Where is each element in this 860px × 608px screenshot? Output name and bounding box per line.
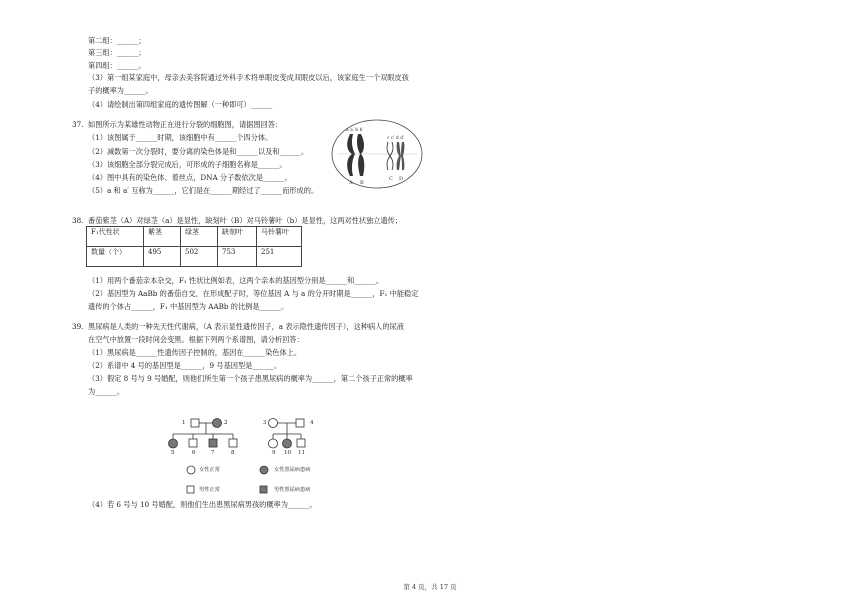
q38-sub2-continuation: 遗传的个体占______，F₁ 中基因型为 AABb 的比例是______。: [88, 302, 289, 311]
q39-sub2: （2）系谱中 4 号的基因型是______，9 号基因型是______。: [88, 361, 282, 370]
q3-continuation: 子的概率为______。: [88, 86, 153, 95]
table-cell: 495: [144, 247, 181, 267]
pedigree-number: 7: [211, 450, 215, 456]
pedigree-3-normal-female: [269, 419, 278, 428]
q39-sub3: （3）假定 8 号与 9 号婚配，则他们所生第一个孩子患黑尿病的概率为______，第二个孩子正常的概率: [88, 374, 413, 383]
table-cell: 251: [257, 247, 302, 267]
cell-label-A: A: [349, 180, 353, 186]
q37-stem: 如图所示为某雄性动物正在进行分裂的细胞图，请据图回答：: [88, 120, 283, 129]
legend-affected-male-icon: [260, 486, 267, 493]
table-cell: 502: [181, 247, 218, 267]
q38-sub2: （2）基因型为 AaBb 的番茄自交，在形成配子时，等位基因 A 与 a 的分开时期是______，F₁ 中能稳定: [88, 289, 419, 298]
legend-affected-female: 女性黑尿病患病: [274, 467, 311, 473]
legend-affected-female-icon: [260, 466, 268, 474]
trait-table: [86, 226, 302, 267]
pedigree-number: 8: [231, 450, 235, 456]
table-cell: 数量（个）: [87, 247, 144, 267]
cell-label-top-right: c c′ d d′: [387, 136, 405, 141]
pedigree-number: 6: [192, 450, 196, 456]
pedigree-8-normal-male: [229, 439, 237, 447]
legend-normal-female-icon: [187, 466, 195, 474]
table-header-cell: F₁代性状: [87, 227, 144, 247]
pedigree-5-affected-female: [169, 439, 178, 448]
table-cell: 753: [218, 247, 257, 267]
table-header-cell: 紫茎: [144, 227, 181, 247]
q39-sub3-continuation: 为______。: [88, 387, 124, 396]
cell-label-D: D: [399, 176, 404, 182]
table-header-cell: 绿茎: [181, 227, 218, 247]
q39-sub4: （4）若 6 号与 10 号婚配，则他们生出患黑尿病男孩的概率为______。: [88, 500, 317, 509]
legend-normal-female: 女性正常: [199, 467, 220, 473]
pedigree-number: 4: [310, 420, 314, 426]
group4-line: 第四组：______。: [88, 61, 146, 70]
pedigree-11-normal-male: [297, 439, 305, 447]
legend-normal-male-icon: [187, 486, 194, 493]
q37-sub2: （2）减数第一次分裂时，要分离的染色体是和______以及和______。: [88, 147, 309, 156]
q38-stem: 番茄紫茎（A）对绿茎（a）是显性，缺刻叶（B）对马铃薯叶（b）是显性，这两对性状独立遗传；: [88, 216, 403, 225]
pedigree-number: 5: [171, 450, 175, 456]
table-header-row: [87, 227, 302, 247]
pedigree-10-affected-female: [283, 439, 292, 448]
pedigree-number: 1: [182, 420, 186, 426]
pedigree-2-affected-female: [213, 419, 222, 428]
pedigree-4-normal-male: [296, 419, 304, 427]
pedigree-7-affected-male: [209, 439, 217, 447]
q37-sub5: （5）a 和 a′ 互称为______，它们是在______期经过了______而形成的。: [88, 186, 319, 195]
page-footer: 第 4 页，共 17 页: [403, 583, 457, 591]
legend-normal-male: 男性正常: [199, 487, 220, 493]
pedigree-number: 10: [284, 450, 292, 456]
table-header-cell: 马铃薯叶: [257, 227, 302, 247]
q38-number: 38.: [72, 216, 84, 225]
q39-stem-continuation: 在空气中放置一段时间会变黑。根据下列两个系谱图，请分析回答：: [88, 335, 304, 344]
pedigree-number: 9: [272, 450, 276, 456]
q37-sub4: （4）图中具有的染色体、着丝点，DNA 分子数依次是______。: [88, 173, 292, 182]
pedigree-number: 11: [298, 450, 306, 456]
q39-stem: 黑尿病是人类的一种先天性代谢病，（A 表示显性遗传因子，a 表示隐性遗传因子），这种病人的尿液: [88, 322, 404, 331]
cell-label-top-left: a a′ b b′: [346, 128, 364, 133]
table-row: [87, 247, 302, 267]
cell-label-C: C: [389, 176, 393, 182]
q3-line: （3）第一组某家庭中，母亲去美容院通过外科手术将单眼皮变成双眼皮以后，该家庭生一个双眼皮孩: [88, 73, 409, 82]
pedigree-number: 3: [263, 420, 267, 426]
q37-number: 37.: [72, 120, 84, 129]
q39-sub1: （1）黑尿病是______性遗传因子控制的，基因在______染色体上。: [88, 348, 302, 357]
pedigree-9-normal-female: [269, 439, 278, 448]
q37-sub1: （1）该图属于______时期，该细胞中有______个四分体。: [88, 133, 273, 142]
q4-line: （4）请绘制出第四组家庭的遗传图解（一种即可）______: [88, 100, 273, 109]
pedigree-6-normal-male: [189, 439, 197, 447]
group3-line: 第三组：______；: [88, 48, 146, 57]
cell-label-B: B: [360, 180, 364, 186]
cell-division-figure: [330, 118, 425, 190]
q37-sub3: （3）该细胞全部分裂完成后，可形成的子细胞名称是______。: [88, 160, 287, 169]
table-header-cell: 缺刻叶: [218, 227, 257, 247]
group2-line: 第二组：______；: [88, 36, 146, 45]
q39-number: 39.: [72, 322, 84, 331]
pedigree-number: 2: [224, 420, 228, 426]
pedigree-1-normal-male: [191, 419, 199, 427]
legend-affected-male: 男性黑尿病患病: [274, 487, 311, 493]
q38-sub1: （1）用两个番茄亲本杂交，F₁ 性状比例如表，这两个亲本的基因型分别是______和______。: [88, 276, 384, 285]
